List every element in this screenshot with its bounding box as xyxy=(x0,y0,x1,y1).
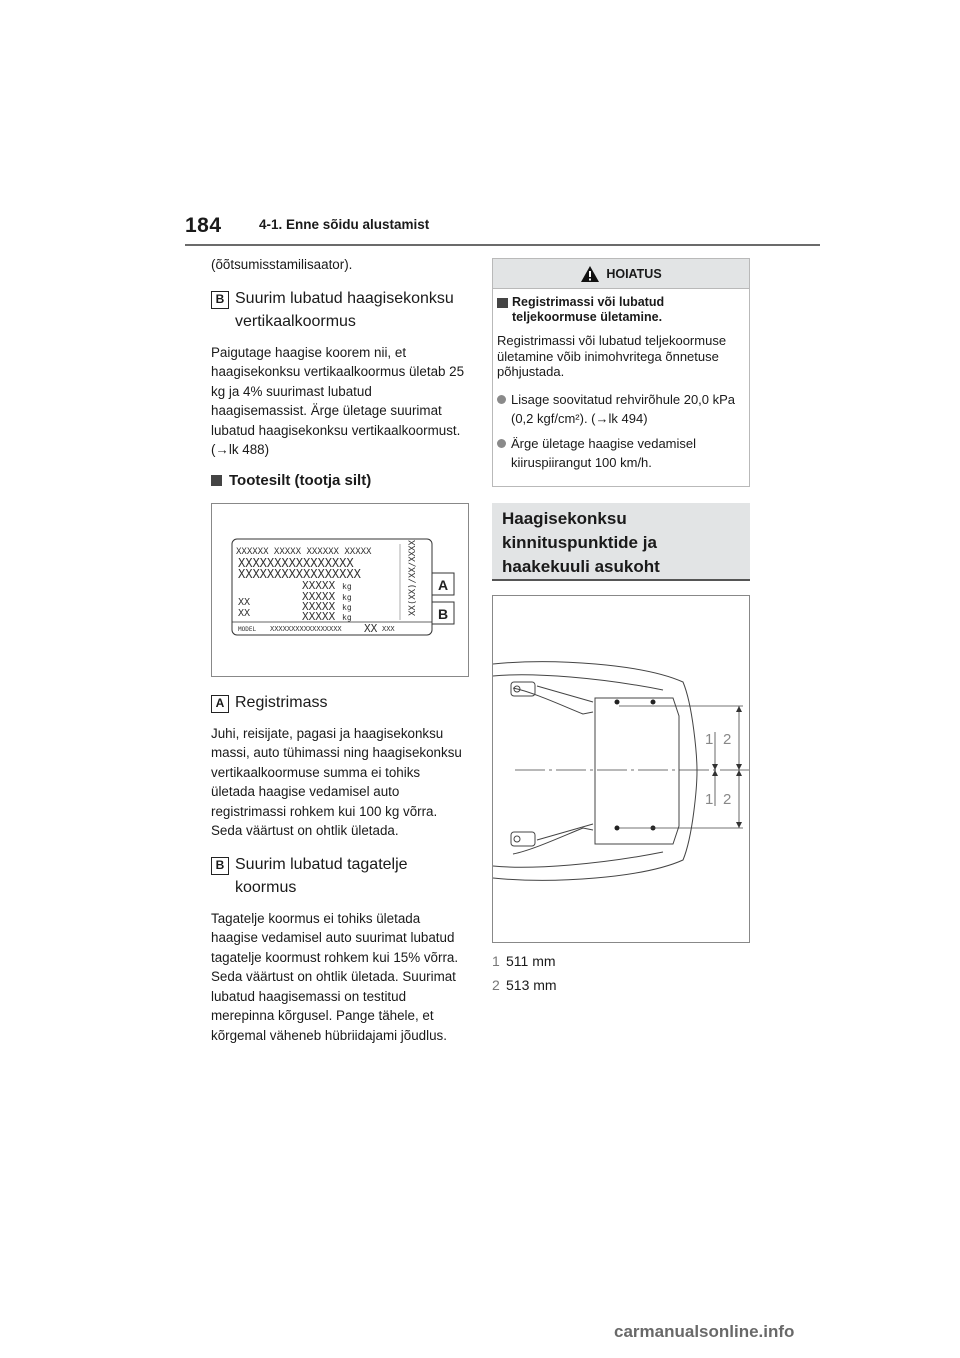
paragraph-registered-mass: Juhi, reisijate, pagasi ja haagisekonksu massi, auto tühimassi ning haagisekonksu vertikaalkoormuse summa ei tohiks ületada haagise vedamisel auto registrimassi rohkem kui 100 kg võrra. Seda väärtust on ohtlik ületada. xyxy=(211,725,462,838)
label-kg-value-2: XXXXX xyxy=(302,589,336,603)
label-kg-1: kg xyxy=(342,581,352,591)
warning-bullet-1 xyxy=(497,390,745,428)
watermark: carmanualsonline.info xyxy=(614,1322,795,1341)
warning-subheading xyxy=(497,295,745,325)
label-model: MODEL xyxy=(238,625,257,633)
label-row-3: XXXXXXXXXXXXXXXXX xyxy=(238,566,361,581)
header-rule xyxy=(185,244,820,246)
left-column xyxy=(211,255,467,1053)
diagram-label-2-upper: 2 xyxy=(723,730,732,748)
subheading-a-registered-mass xyxy=(211,691,467,714)
label-model-code: XXXXXXXXXXXXXXXXX xyxy=(270,624,342,633)
page-header xyxy=(185,214,820,248)
label-kg-2: kg xyxy=(342,592,352,602)
diagram-label-2-lower: 2 xyxy=(723,790,732,808)
legend-item xyxy=(492,973,750,997)
label-xx-1: XX xyxy=(238,596,251,608)
tag-b: B xyxy=(211,857,229,875)
subheading-line2: vertikaalkoormus xyxy=(235,312,356,330)
subheading-line1: Suurim lubatud tagatelje xyxy=(235,855,408,873)
label-kg-3: kg xyxy=(342,602,352,612)
tag-a: A xyxy=(211,695,229,713)
subheading-line2: koormus xyxy=(235,878,297,896)
label-row-1: XXXXXX XXXXX XXXXXX XXXXX xyxy=(236,546,372,557)
bullet-text: Ärge ületage haagise vedamisel kiiruspiirangut 100 km/h. xyxy=(511,435,697,470)
legend-item xyxy=(492,949,750,973)
subheading-b-vertical-load xyxy=(211,287,467,333)
label-kg-value-4: XXXXX xyxy=(302,609,336,623)
legend-text: 511 mm xyxy=(506,952,556,969)
diagram-legend xyxy=(492,949,750,997)
heading-product-label xyxy=(211,472,467,489)
bullet-dot-icon xyxy=(497,395,506,404)
warning-paragraph: Registrimassi või lubatud teljekoormuse ületamine võib inimohvritega õnnetuse põhjustada. xyxy=(497,333,727,379)
legend-text: 513 mm xyxy=(506,976,557,993)
vehicle-underside-illustration xyxy=(493,596,749,942)
label-row-2: XXXXXXXXXXXXXXXX xyxy=(238,555,354,570)
right-column xyxy=(492,258,750,997)
bullet-dot-icon xyxy=(497,439,506,448)
intro-text: (õõtsumisstamilisaator). xyxy=(211,257,353,272)
section-heading: Haagisekonksu kinnituspunktide ja haakekuuli asukoht xyxy=(502,508,660,576)
warning-box xyxy=(492,258,750,487)
section-title: 4-1. Enne sõidu alustamist xyxy=(259,217,430,232)
warning-triangle-icon xyxy=(580,265,600,283)
label-kg-4: kg xyxy=(342,612,352,622)
label-kg-value-1: XXXXX xyxy=(302,578,336,592)
product-label-illustration xyxy=(212,504,468,676)
square-bullet-icon xyxy=(497,298,508,308)
label-tag-a: A xyxy=(437,576,449,593)
label-vertical-code: XX(XX)/XX/XXXX xyxy=(408,539,418,616)
legend-number: 2 xyxy=(492,976,500,993)
label-kg-value-3: XXXXX xyxy=(302,599,336,613)
hitch-location-diagram xyxy=(492,595,750,943)
label-xx-2: XX xyxy=(238,607,251,619)
subheading-b-rear-axle xyxy=(211,853,467,899)
paragraph-rear-axle: Tagatelje koormus ei tohiks ületada haagise vedamisel auto suurimat lubatud tagatelje koormust rohkem kui 15% võrra. Seda väärtust on ohtlik ületada. Suurimat lubatud haagisemassi on testitud merepinna kõrgusel. Pange tähele, et kõrgemal väheneb hübriidajami jõudlus. xyxy=(211,910,459,1043)
diagram-label-1-lower: 1 xyxy=(705,790,714,808)
warning-body xyxy=(493,289,749,486)
subheading-line1: Registrimass xyxy=(235,693,328,711)
label-tag-b: B xyxy=(437,605,449,622)
warning-bullet-2 xyxy=(497,434,745,472)
warning-subheading-text: Registrimassi või lubatud teljekoormuse ületamine. xyxy=(512,295,665,324)
legend-number: 1 xyxy=(492,952,500,969)
warning-header xyxy=(493,259,749,289)
diagram-label-1-upper: 1 xyxy=(705,730,714,748)
page-number: 184 xyxy=(185,214,222,237)
subheading-line1: Suurim lubatud haagisekonksu xyxy=(235,289,454,307)
product-label-figure xyxy=(211,503,469,677)
square-bullet-icon xyxy=(211,475,222,486)
section-heading-box xyxy=(492,503,750,581)
heading-text: Tootesilt (tootja silt) xyxy=(229,471,372,489)
label-model-xx: XX xyxy=(364,621,378,635)
paragraph-vertical-load: Paigutage haagise koorem nii, et haagisekonksu vertikaalkoormus ületab 25 kg ja 4% suurimast lubatud haagisemassist. Ärge ületage suurimat lubatud haagisekonksu vertikaalkoormust. (→lk 488) xyxy=(211,344,465,457)
tag-b: B xyxy=(211,291,229,309)
warning-title: HOIATUS xyxy=(606,266,662,281)
label-model-xxx: XXX xyxy=(382,624,395,633)
bullet-text: Lisage soovitatud rehvirõhule 20,0 kPa (0,2 kgf/cm²). (→lk 494) xyxy=(511,391,736,426)
